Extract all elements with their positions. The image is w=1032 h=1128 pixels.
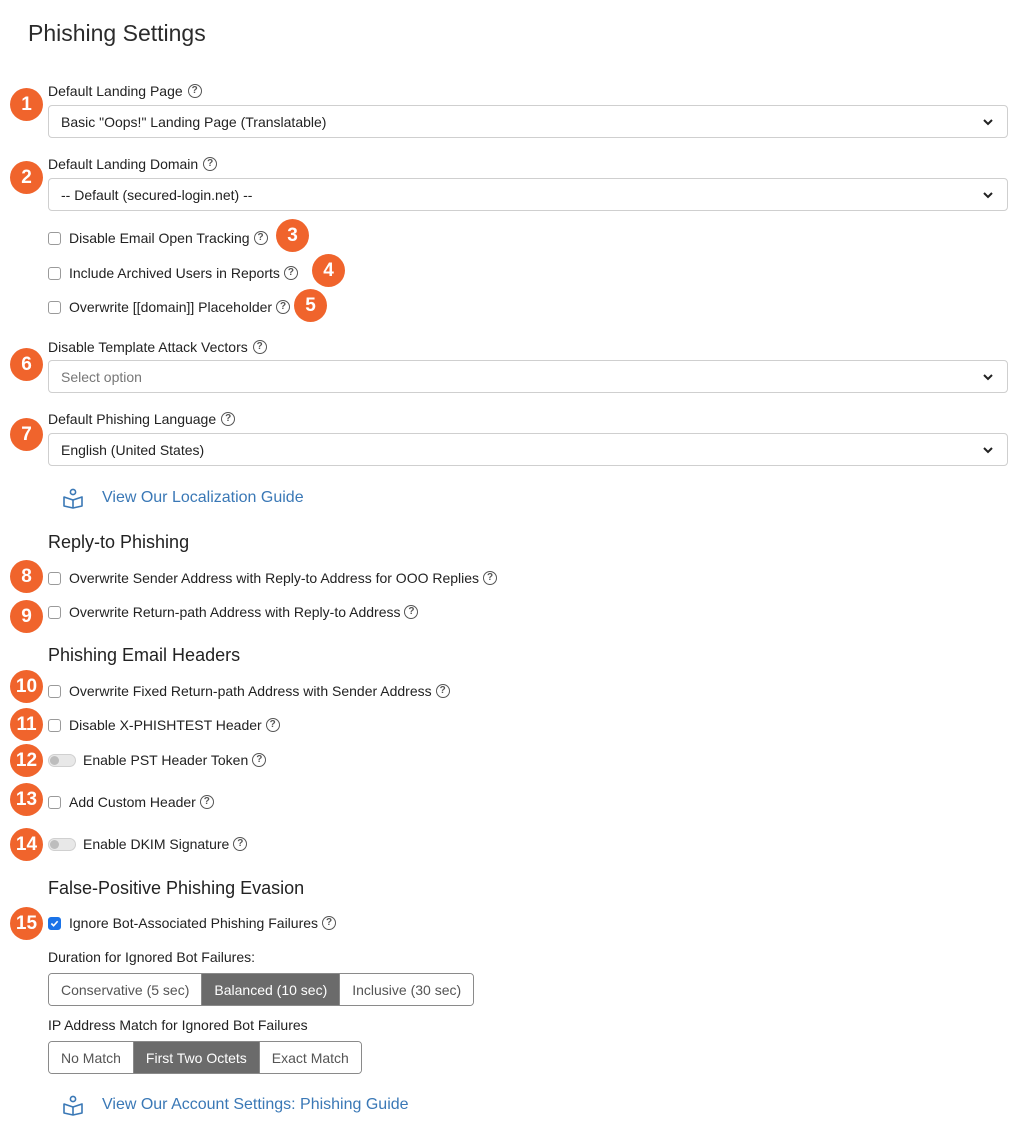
account-guide-link[interactable]: [62, 1094, 409, 1116]
callout-badge-10: 10: [10, 670, 43, 703]
email-headers-heading: Phishing Email Headers: [48, 645, 241, 665]
ip-match-label: IP Address Match for Ignored Bot Failures: [48, 1017, 308, 1033]
chevron-down-icon: [981, 370, 995, 384]
pst-token-label: Enable PST Header Token: [83, 752, 249, 768]
overwrite-domain-checkbox[interactable]: [48, 301, 61, 314]
landing-domain-label: [48, 156, 217, 172]
reply-to-heading: Reply-to Phishing: [48, 532, 190, 552]
ooo-replies-label: Overwrite Sender Address with Reply-to Address for OOO Replies: [69, 570, 480, 586]
disable-phishtest-row[interactable]: [48, 715, 280, 735]
landing-page-select[interactable]: [48, 105, 1008, 138]
ooo-replies-checkbox[interactable]: [48, 572, 61, 585]
help-icon[interactable]: ?: [284, 266, 298, 280]
ip-match-segmented-control: [48, 1041, 362, 1074]
language-value: English (United States): [61, 441, 205, 458]
language-label-text: Default Phishing Language: [48, 411, 217, 427]
include-archived-label: Include Archived Users in Reports: [69, 265, 280, 281]
language-label: [48, 411, 235, 427]
ip-option-no-match[interactable]: No Match: [49, 1042, 134, 1073]
return-path-checkbox[interactable]: [48, 606, 61, 619]
disable-open-tracking-row[interactable]: [48, 228, 268, 248]
duration-segmented-control: [48, 973, 474, 1006]
callout-badge-6: 6: [10, 348, 43, 381]
attack-vectors-placeholder: Select option: [61, 368, 142, 385]
duration-option-inclusive[interactable]: Inclusive (30 sec): [340, 974, 473, 1005]
landing-page-label: [48, 83, 202, 99]
help-icon[interactable]: ?: [203, 157, 217, 171]
fixed-return-path-label: Overwrite Fixed Return-path Address with Sender Address: [69, 683, 432, 699]
attack-vectors-label: [48, 339, 267, 355]
callout-badge-14: 14: [10, 828, 43, 861]
overwrite-domain-row[interactable]: [48, 297, 290, 317]
toggle-knob: [50, 756, 59, 765]
help-icon[interactable]: ?: [322, 916, 336, 930]
ooo-replies-row[interactable]: [48, 568, 497, 588]
disable-open-tracking-label: Disable Email Open Tracking: [69, 230, 250, 246]
callout-badge-3: 3: [276, 219, 309, 252]
callout-badge-1: 1: [10, 88, 43, 121]
book-reader-icon: [62, 487, 84, 509]
callout-badge-13: 13: [10, 783, 43, 816]
landing-page-value: Basic "Oops!" Landing Page (Translatable): [61, 113, 327, 130]
localization-guide-link[interactable]: [62, 487, 304, 509]
callout-badge-5: 5: [294, 289, 327, 322]
ignore-bot-row[interactable]: [48, 913, 336, 933]
help-icon[interactable]: ?: [436, 684, 450, 698]
attack-vectors-select[interactable]: [48, 360, 1008, 393]
return-path-label: Overwrite Return-path Address with Reply-to Address: [69, 604, 401, 620]
disable-phishtest-checkbox[interactable]: [48, 719, 61, 732]
callout-badge-11: 11: [10, 708, 43, 741]
fixed-return-path-row[interactable]: [48, 681, 450, 701]
custom-header-checkbox[interactable]: [48, 796, 61, 809]
callout-badge-8: 8: [10, 560, 43, 593]
help-icon[interactable]: ?: [404, 605, 418, 619]
page-title: Phishing Settings: [28, 20, 206, 46]
callout-badge-12: 12: [10, 744, 43, 777]
chevron-down-icon: [981, 188, 995, 202]
callout-badge-2: 2: [10, 161, 43, 194]
custom-header-label: Add Custom Header: [69, 794, 196, 810]
account-guide-text[interactable]: View Our Account Settings: Phishing Guide: [102, 1096, 409, 1113]
landing-page-label-text: Default Landing Page: [48, 83, 183, 99]
include-archived-checkbox[interactable]: [48, 267, 61, 280]
callout-badge-9: 9: [10, 600, 43, 633]
help-icon[interactable]: ?: [276, 300, 290, 314]
custom-header-row[interactable]: [48, 792, 214, 812]
chevron-down-icon: [981, 115, 995, 129]
help-icon[interactable]: ?: [221, 412, 235, 426]
callout-badge-4: 4: [312, 254, 345, 287]
help-icon[interactable]: ?: [188, 84, 202, 98]
help-icon[interactable]: ?: [266, 718, 280, 732]
ignore-bot-checkbox[interactable]: [48, 917, 61, 930]
duration-option-conservative[interactable]: Conservative (5 sec): [49, 974, 202, 1005]
callout-badge-7: 7: [10, 418, 43, 451]
disable-open-tracking-checkbox[interactable]: [48, 232, 61, 245]
attack-vectors-label-text: Disable Template Attack Vectors: [48, 339, 248, 355]
ignore-bot-label: Ignore Bot-Associated Phishing Failures: [69, 915, 319, 931]
help-icon[interactable]: ?: [254, 231, 268, 245]
ip-option-exact-match[interactable]: Exact Match: [260, 1042, 361, 1073]
include-archived-row[interactable]: [48, 263, 298, 283]
evasion-heading: False-Positive Phishing Evasion: [48, 878, 305, 898]
toggle-knob: [50, 840, 59, 849]
overwrite-domain-label: Overwrite [[domain]] Placeholder: [69, 299, 273, 315]
ip-option-first-two-octets[interactable]: First Two Octets: [134, 1042, 260, 1073]
help-icon[interactable]: ?: [252, 753, 266, 767]
landing-domain-select[interactable]: [48, 178, 1008, 211]
dkim-row[interactable]: [48, 834, 247, 854]
help-icon[interactable]: ?: [483, 571, 497, 585]
pst-token-row[interactable]: [48, 750, 266, 770]
return-path-row[interactable]: [48, 602, 418, 622]
chevron-down-icon: [981, 443, 995, 457]
landing-domain-value: -- Default (secured-login.net) --: [61, 186, 253, 203]
checkmark-icon: [50, 919, 59, 928]
callout-badge-15: 15: [10, 907, 43, 940]
help-icon[interactable]: ?: [200, 795, 214, 809]
fixed-return-path-checkbox[interactable]: [48, 685, 61, 698]
help-icon[interactable]: ?: [253, 340, 267, 354]
duration-label: Duration for Ignored Bot Failures:: [48, 949, 255, 965]
book-reader-icon: [62, 1094, 84, 1116]
localization-guide-text[interactable]: View Our Localization Guide: [102, 489, 304, 506]
pst-token-toggle[interactable]: [48, 754, 76, 767]
landing-domain-label-text: Default Landing Domain: [48, 156, 199, 172]
disable-phishtest-label: Disable X-PHISHTEST Header: [69, 717, 262, 733]
duration-option-balanced[interactable]: Balanced (10 sec): [202, 974, 340, 1005]
dkim-label: Enable DKIM Signature: [83, 836, 230, 852]
help-icon[interactable]: ?: [233, 837, 247, 851]
language-select[interactable]: [48, 433, 1008, 466]
dkim-toggle[interactable]: [48, 838, 76, 851]
